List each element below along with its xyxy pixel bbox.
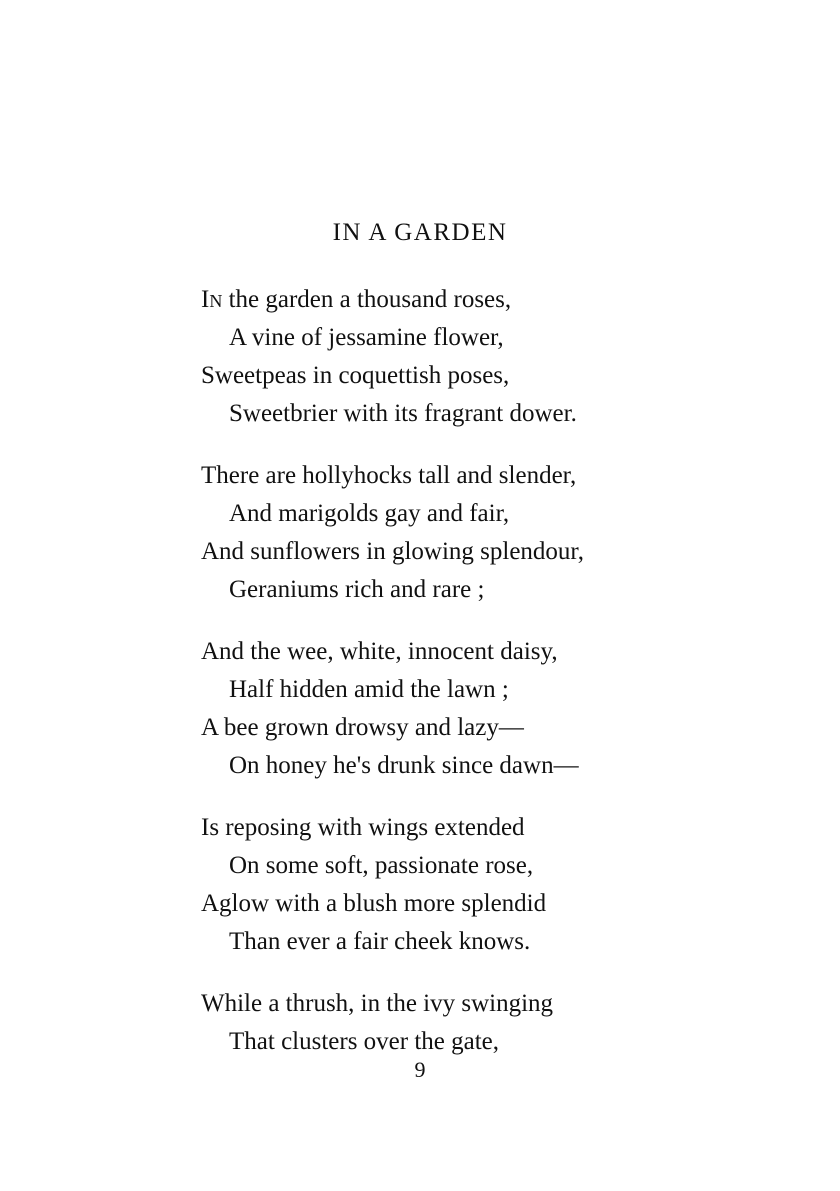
stanza	[201, 985, 721, 1061]
poem-line: Is reposing with wings extended	[201, 814, 525, 841]
stanza	[201, 809, 721, 961]
poem-line: A bee grown drowsy and lazy—	[201, 714, 524, 741]
poem-line: Geraniums rich and rare ;	[229, 576, 485, 603]
poem-line: On honey he's drunk since dawn—	[229, 752, 579, 779]
stanza	[201, 457, 721, 609]
opening-small-caps: In	[201, 286, 223, 313]
poem-line: Half hidden amid the lawn ;	[229, 676, 509, 703]
poem-line: A vine of jessamine flower,	[229, 324, 504, 351]
poem-line: Aglow with a blush more splendid	[201, 890, 547, 917]
poem-line: And sunflowers in glowing splendour,	[201, 538, 584, 565]
poem-line: On some soft, passionate rose,	[229, 852, 534, 879]
poem-line: And the wee, white, innocent daisy,	[201, 638, 558, 665]
poem-body	[201, 281, 721, 1085]
poem-title: IN A GARDEN	[332, 219, 508, 246]
poem-line: Sweetbrier with its fragrant dower.	[229, 400, 577, 427]
poem-line: Than ever a fair cheek knows.	[229, 928, 531, 955]
poem-line: And marigolds gay and fair,	[229, 500, 510, 527]
page-number: 9	[414, 1057, 426, 1082]
poem-line: There are hollyhocks tall and slender,	[201, 462, 577, 489]
stanza	[201, 281, 721, 433]
poem-line-rest: the garden a thousand roses,	[222, 286, 512, 313]
stanza	[201, 633, 721, 785]
poem-line: That clusters over the gate,	[229, 1028, 500, 1055]
poem-line: Sweetpeas in coquettish poses,	[201, 362, 510, 389]
poem-line: While a thrush, in the ivy swinging	[201, 990, 554, 1017]
poem-line	[201, 281, 721, 319]
